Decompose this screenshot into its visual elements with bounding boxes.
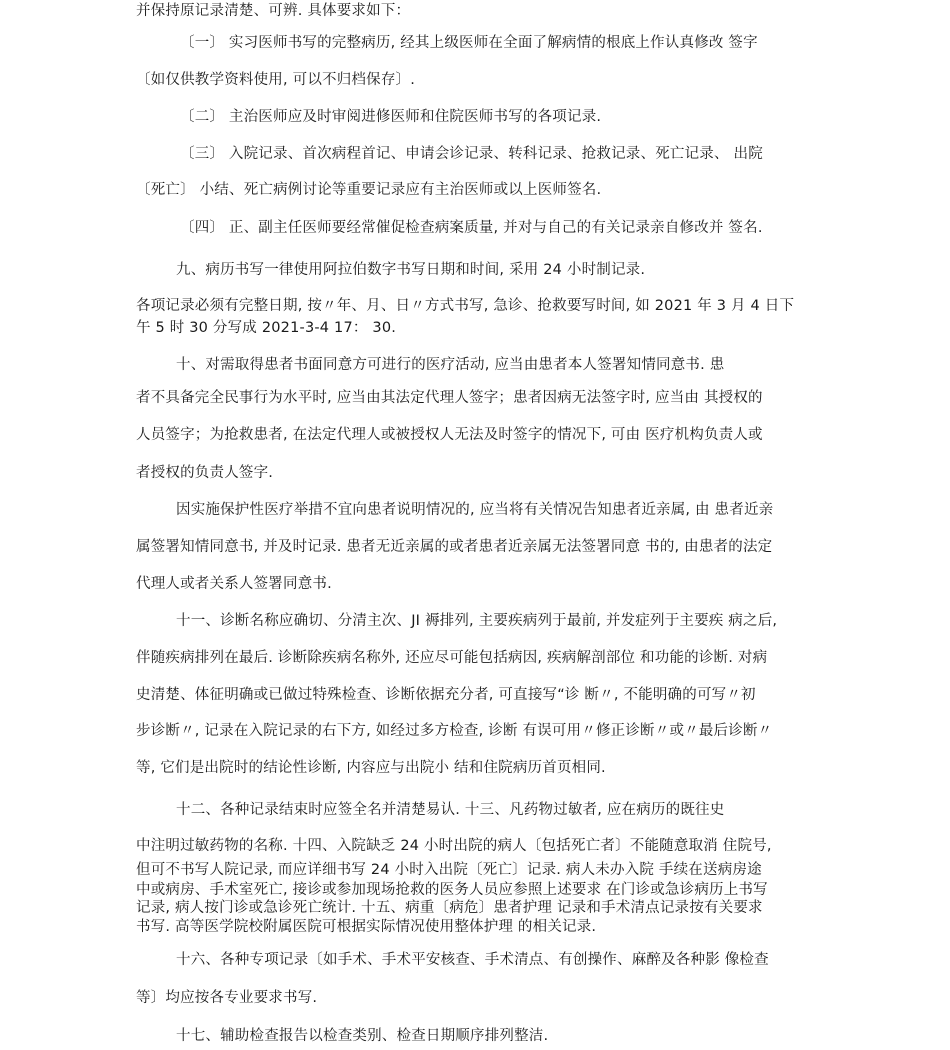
text-line: 〔一〕 实习医师书写的完整病历, 经其上级医师在全面了解病情的根底上作认真修改 签字 [180, 35, 758, 51]
text-line: 十六、各种专项记录〔如手术、手术平安核查、手术清点、有创操作、麻醉及各种影 像检查 [176, 952, 769, 968]
text-line: 但可不书写人院记录, 而应详细书写 24 小时入出院〔死亡〕记录. 病人未办入院 手续在送病房途 [136, 862, 762, 878]
text-line: 因实施保护性医疗举措不宜向患者说明情况的, 应当将有关情况告知患者近亲属, 由 患者近亲 [176, 502, 774, 518]
text-line: 人员签字；为抢救患者, 在法定代理人或被授权人无法及时签字的情况下, 可由 医疗机构负责人或 [136, 427, 763, 443]
text-line: 记录, 病人按门诊或急诊死亡统计. 十五、病重〔病危〕患者护理 记录和手术清点记录按有关要求 [136, 900, 763, 916]
text-line: 〔如仅供教学资料使用, 可以不归档保存〕. [136, 72, 416, 88]
text-line: 等, 它们是出院时的结论性诊断, 内容应与出院小 结和住院病历首页相同. [136, 760, 606, 776]
text-line: 史清楚、体征明确或已做过特殊检查、诊断依据充分者, 可直接写“诊 断〃, 不能明确的可写〃初 [136, 687, 756, 703]
text-line: 十一、诊断名称应确切、分清主次、JI 褥排列, 主要疾病列于最前, 并发症列于主要疾 病之后, [176, 613, 778, 629]
text-line: 代理人或者关系人签署同意书. [136, 576, 332, 592]
text-line: 步诊断〃, 记录在入院记录的右下方, 如经过多方检查, 诊断 有误可用〃修正诊断〃或〃最后诊断〃 [136, 723, 773, 739]
text-line: 属签署知情同意书, 并及时记录. 患者无近亲属的或者患者近亲属无法签署同意 书的, 由患者的法定 [136, 539, 773, 555]
text-line: 伴随疾病排列在最后. 诊断除疾病名称外, 还应尽可能包括病因, 疾病解剖部位 和功能的诊断. 对病 [136, 650, 768, 666]
text-line: 等〕均应按各专业要求书写. [136, 990, 318, 1006]
text-line: 十七、辅助检查报告以检查类别、检查日期顺序排列整洁. [176, 1028, 549, 1044]
text-line: 〔二〕 主治医师应及时审阅进修医师和住院医师书写的各项记录. [180, 109, 602, 125]
text-line: 〔三〕 入院记录、首次病程首记、申请会诊记录、转科记录、抢救记录、死亡记录、 出院 [180, 146, 763, 162]
text-line: 者授权的负责人签字. [136, 465, 274, 481]
text-line: 并保持原记录清楚、可辨. 具体要求如下： [136, 3, 411, 19]
text-line: 中注明过敏药物的名称. 十四、入院缺乏 24 小时出院的病人〔包括死亡者〕不能随意取消 住院号, [136, 838, 772, 854]
text-line: 午 5 时 30 分写成 2021-3-4 17： 30. [136, 320, 397, 336]
text-line: 〔四〕 正、副主任医师要经常催促检查病案质量, 并对与自己的有关记录亲自修改并 签名. [180, 220, 763, 236]
text-line: 十二、各种记录结束时应签全名并清楚易认. 十三、凡药物过敏者, 应在病历的既往史 [176, 802, 725, 818]
text-line: 中或病房、手术室死亡, 接诊或参加现场抢救的医务人员应参照上述要求 在门诊或急诊病历上书写 [136, 882, 768, 898]
text-line: 各项记录必须有完整日期, 按〃年、月、日〃方式书写, 急诊、抢救要写时间, 如 2021 年 3 月 4 日下 [136, 298, 795, 314]
text-line: 者不具备完全民事行为水平时, 应当由其法定代理人签字；患者因病无法签字时, 应当由 其授权的 [136, 390, 763, 406]
text-line: 十、对需取得患者书面同意方可进行的医疗活动, 应当由患者本人签署知情同意书. 患 [176, 357, 725, 373]
text-line: 九、病历书写一律使用阿拉伯数字书写日期和时间, 采用 24 小时制记录. [176, 262, 646, 278]
text-line: 书写. 高等医学院校附属医院可根据实际情况使用整体护理 的相关记录. [136, 919, 597, 935]
text-line: 〔死亡〕 小结、死亡病例讨论等重要记录应有主治医师或以上医师签名. [136, 182, 602, 198]
